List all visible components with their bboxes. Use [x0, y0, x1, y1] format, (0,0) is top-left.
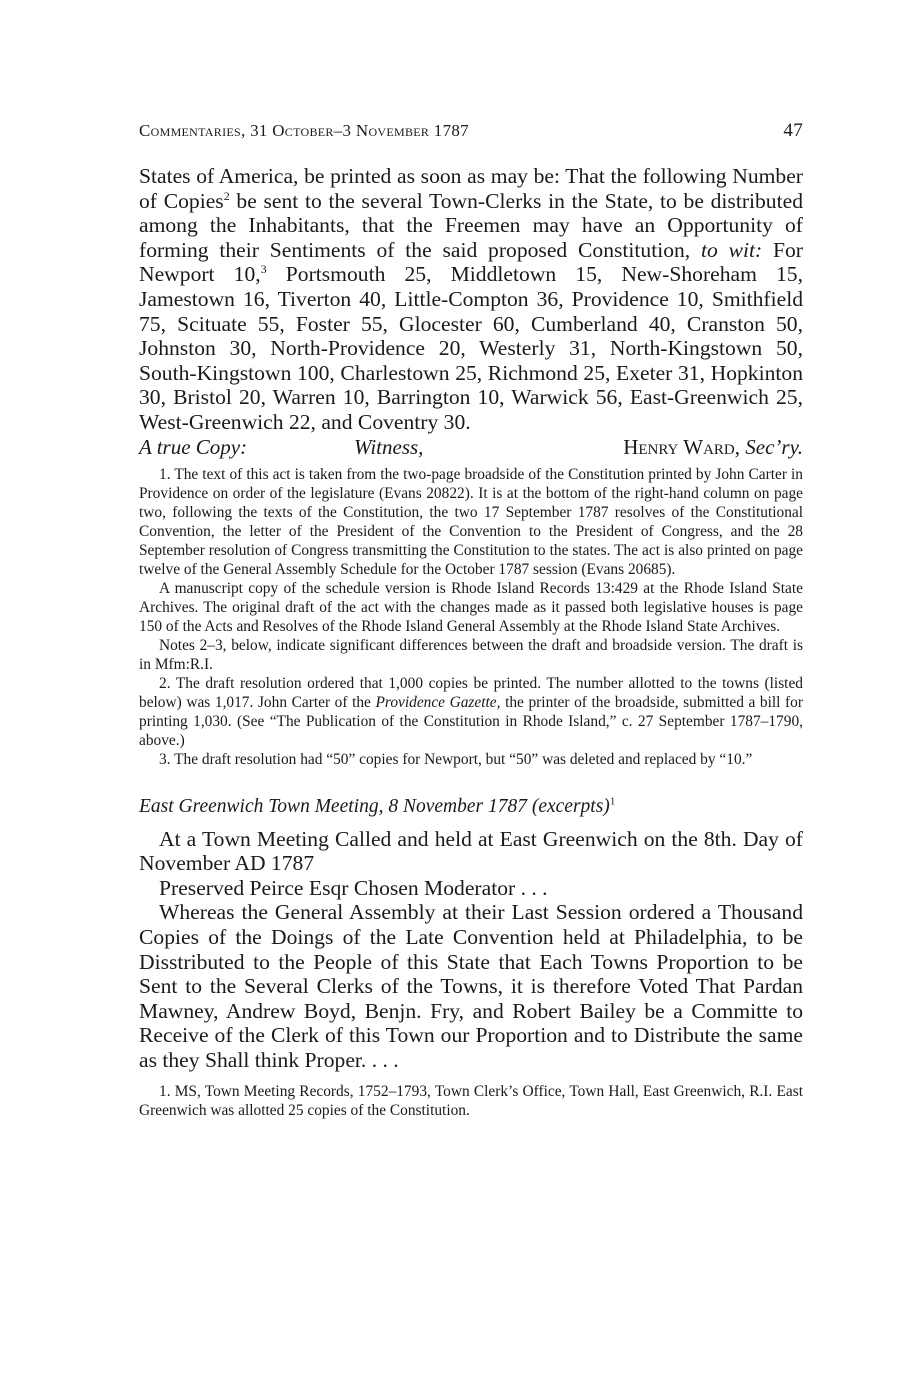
footnote-ref-3: 3 — [260, 262, 267, 277]
footnote-2 — [139, 674, 803, 750]
act-text — [139, 164, 803, 435]
footnote-ref-2: 2 — [223, 188, 230, 203]
meeting-paragraph-2: Preserved Peirce Esqr Chosen Moderator . . . — [159, 875, 548, 900]
meeting-paragraph-3: Whereas the General Assembly at their Last Session ordered a Thousand Copies of the Doings of the Late Convention held at Philadelphia, to be Disstributed to the People of this State that Each Towns Proportion to be Sent to the Several Clerks of the Towns, it is therefore Voted That Pardan Mawney, Andrew Boyd, Benjn. Fry, and Robert Bailey be a Committe to Receive of the Clerk of this Town our Proportion and to Distribute the same as they Shall think Proper. . . . — [139, 900, 803, 1072]
section-footnotes — [139, 1082, 803, 1120]
page — [139, 120, 803, 1120]
act-text-b: be sent to the several Town-Clerks in the State, to be distributed among the Inhabitants, that the Freemen may have an Opportunity of forming their Sentiments of the said proposed Constitution, — [139, 188, 803, 262]
footnotes — [139, 465, 803, 769]
true-copy-label: A true Copy: — [139, 434, 248, 459]
signature-line — [139, 435, 803, 459]
running-head-title: Commentaries, 31 October–3 November 1787 — [139, 121, 469, 140]
act-text-a: States of America, be printed as soon as may be: That the following Number of Copies — [139, 164, 803, 213]
act-text-d: Portsmouth 25, Middletown 15, New-Shoreham 15, Jamestown 16, Tiverton 40, Little-Compton 36, Providence 10, Smithfield 75, Scituate 55, Foster 55, Glocester 60, Cumberland 40, Cranston 50, Johnston 30, North-Providence 20, Westerly 31, North-Kingstown 50, South-Kingstown 100, Charlestown 25, Richmond 25, Exeter 31, Hopkinton 30, Bristol 20, Warren 10, Barrington 10, Warwick 56, East-Greenwich 25, West-Greenwich 22, and Coventry 30. — [139, 262, 803, 434]
section-title-text: East Greenwich Town Meeting, 8 November 1787 (excerpts) — [139, 795, 610, 817]
act-paragraph — [139, 164, 803, 435]
section-footnote-ref: 1 — [609, 795, 616, 808]
footnote-1-continued: A manuscript copy of the schedule version is Rhode Island Records 13:429 at the Rhode Island State Archives. The original draft of the act with the changes made as it passed both legislative houses is page 150 of the Acts and Resolves of the Rhode Island General Assembly at the Rhode Island State Archives. — [139, 579, 803, 635]
footnote-3: 3. The draft resolution had “50” copies for Newport, but “50” was deleted and replaced by “10.” — [159, 750, 753, 768]
footnote-2-italic: Providence Gazette, — [375, 693, 501, 711]
footnote-1: 1. The text of this act is taken from the two-page broadside of the Constitution printed by John Carter in Providence on order of the legislature (Evans 20822). It is at the bottom of the right-hand column on page two, following the texts of the Constitution, the two 17 September 1787 resolves of the Constitutional Convention, the letter of the President of the Convention to the President of Congress, and the 28 September resolution of Congress transmitting the Constitution to the states. The act is also printed on page twelve of the General Assembly Schedule for the October 1787 session (Evans 20685). — [139, 465, 803, 578]
act-text-towit: to wit: — [701, 237, 763, 262]
section-footnote-1: 1. MS, Town Meeting Records, 1752–1793, Town Clerk’s Office, Town Hall, East Greenwich, R.I. East Greenwich was allotted 25 copies of the Constitution. — [139, 1083, 803, 1120]
town-meeting-text — [139, 827, 803, 1073]
footnote-2-b: the printer of the broadside, submitted a bill for printing 1,030. (See “The Publication of the Constitution in Rhode Island,” c. 27 September 1787–1790, above.) — [139, 693, 803, 749]
signatory — [576, 435, 803, 459]
signatory-name: Henry Ward, — [623, 434, 741, 459]
act-text-c: For Newport 10, — [139, 237, 803, 287]
signatory-title: Sec’ry. — [745, 434, 803, 459]
footnote-2-a: 2. The draft resolution ordered that 1,000 copies be printed. The number allotted to the towns (listed below) was 1,017. John Carter of the — [139, 674, 803, 711]
page-number: 47 — [783, 120, 803, 141]
footnote-1-notes: Notes 2–3, below, indicate significant differences between the draft and broadside version. The draft is in Mfm:R.I. — [139, 636, 803, 673]
running-head — [139, 120, 803, 142]
meeting-paragraph-1: At a Town Meeting Called and held at East Greenwich on the 8th. Day of November AD 1787 — [139, 826, 803, 876]
section-title — [139, 795, 803, 819]
witness-label: Witness, — [354, 434, 424, 459]
